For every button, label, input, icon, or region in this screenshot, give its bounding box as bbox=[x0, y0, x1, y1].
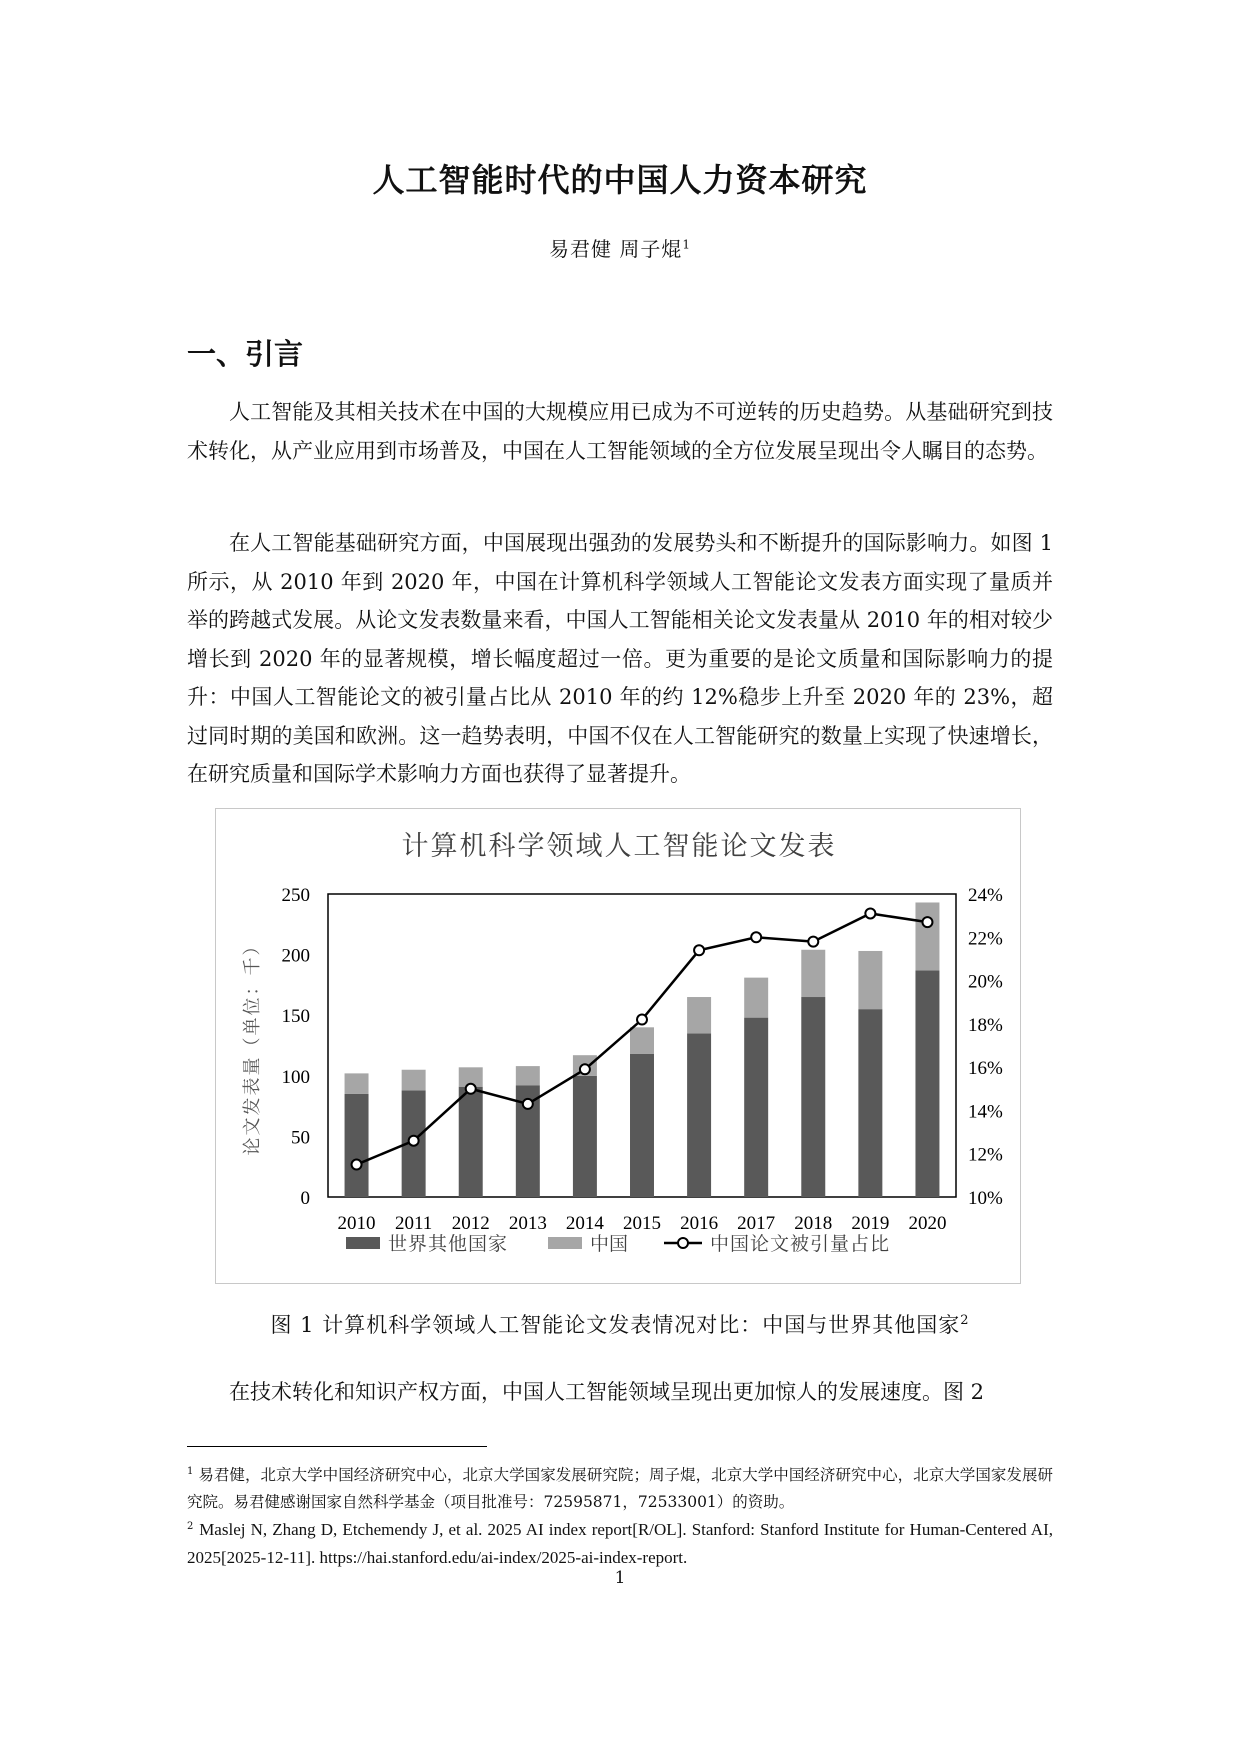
footnote-1 bbox=[187, 1458, 1053, 1516]
y2-tick-label: 16% bbox=[968, 1058, 1003, 1080]
bar-china bbox=[402, 1070, 426, 1091]
y2-tick-label: 18% bbox=[968, 1014, 1003, 1036]
x-tick-label: 2017 bbox=[737, 1213, 776, 1234]
bar-rest-of-world bbox=[687, 1033, 711, 1197]
x-tick-label: 2012 bbox=[451, 1213, 490, 1234]
citation-share-point bbox=[751, 932, 761, 942]
citation-share-point bbox=[808, 937, 818, 947]
citation-share-point bbox=[352, 1160, 362, 1170]
bar-china bbox=[516, 1066, 540, 1085]
bar-china bbox=[687, 997, 711, 1033]
paragraph-2: 在人工智能基础研究方面，中国展现出强劲的发展势头和不断提升的国际影响力。如图 1 所示，从 2010 年到 2020 年，中国在计算机科学领域人工智能论文发表方面实现了量质并举的跨越式发展。从论文发表数量来看，中国人工智能相关论文发表量从 2010 年的相对较少增长到 2020 年的显著规模，增长幅度超过一倍。更为重要的是论文质量和国际影响力的提升：中国人工智能论文的被引量占比从 2010 年的约 12%稳步上升至 2020 年的 23%，超过同时期的美国和欧洲。这一趋势表明，中国不仅在人工智能研究的数量上实现了快速增长，在研究质量和国际学术影响力方面也获得了显著提升。 bbox=[187, 531, 1053, 786]
citation-share-point bbox=[466, 1084, 476, 1094]
y-tick-label: 0 bbox=[300, 1188, 310, 1209]
citation-share-point bbox=[694, 945, 704, 955]
paper-title: 人工智能时代的中国人力资本研究 bbox=[372, 161, 868, 199]
citation-share-point bbox=[637, 1015, 647, 1025]
bar-china bbox=[345, 1073, 369, 1094]
y2-tick-label: 14% bbox=[968, 1101, 1003, 1123]
y-axis-label: 论文发表量（单位：千） bbox=[242, 935, 262, 1156]
footnote-rule bbox=[187, 1446, 487, 1447]
bar-china bbox=[630, 1027, 654, 1054]
chart-title: 计算机科学领域人工智能论文发表 bbox=[401, 831, 837, 861]
legend-label-citation-share: 中国论文被引量占比 bbox=[710, 1234, 891, 1255]
figure-1 bbox=[215, 808, 1021, 1284]
x-tick-label: 2019 bbox=[851, 1213, 890, 1234]
author-footnote-mark: 1 bbox=[682, 237, 691, 252]
x-tick-label: 2013 bbox=[508, 1213, 547, 1234]
x-tick-label: 2015 bbox=[623, 1213, 661, 1234]
y-tick-label: 250 bbox=[281, 885, 310, 906]
y2-tick-label: 10% bbox=[968, 1188, 1003, 1209]
y-tick-label: 100 bbox=[281, 1066, 310, 1088]
y2-tick-label: 22% bbox=[968, 928, 1003, 950]
bar-rest-of-world bbox=[744, 1018, 768, 1197]
page-number: 1 bbox=[614, 1568, 626, 1588]
author-line bbox=[0, 233, 1240, 262]
figure-caption-text: 图 1 计算机科学领域人工智能论文发表情况对比：中国与世界其他国家 bbox=[270, 1313, 961, 1337]
figure-caption bbox=[0, 1309, 1240, 1339]
chart bbox=[216, 809, 1022, 1285]
x-tick-label: 2018 bbox=[794, 1213, 833, 1234]
bar-china bbox=[801, 950, 825, 997]
citation-share-point bbox=[580, 1064, 590, 1074]
y2-tick-label: 12% bbox=[968, 1144, 1003, 1166]
legend-swatch-china bbox=[548, 1237, 582, 1249]
footnote-2-text: Maslej N, Zhang D, Etchemendy J, et al. 2025 AI index report[R/OL]. Stanford: Stanford Institute for Human-Centered AI, 2025[2025-12-11]. https://hai.stanford.edu/ai-index/2025-ai-index-report. bbox=[187, 1520, 1053, 1568]
bar-rest-of-world bbox=[915, 970, 939, 1197]
bar-rest-of-world bbox=[858, 1009, 882, 1197]
paragraph-1: 人工智能及其相关技术在中国的大规模应用已成为不可逆转的历史趋势。从基础研究到技术转化，从产业应用到市场普及，中国在人工智能领域的全方位发展呈现出令人瞩目的态势。 bbox=[187, 400, 1053, 463]
section-heading: 一、引言 bbox=[187, 337, 304, 371]
x-tick-label: 2010 bbox=[337, 1213, 376, 1234]
footnote-1-text: 易君健，北京大学中国经济研究中心，北京大学国家发展研究院；周子焜，北京大学中国经济研究中心，北京大学国家发展研究院。易君健感谢国家自然科学基金（项目批准号：72595871，72533001）的资助。 bbox=[187, 1466, 1053, 1512]
bar-rest-of-world bbox=[630, 1054, 654, 1197]
y-tick-label: 150 bbox=[281, 1006, 310, 1028]
legend-label-china: 中国 bbox=[590, 1234, 629, 1255]
caption-footnote-mark: 2 bbox=[960, 1313, 970, 1328]
authors: 易君健 周子焜 bbox=[549, 237, 683, 261]
legend-swatch-marker bbox=[678, 1238, 688, 1248]
bar-china bbox=[744, 978, 768, 1018]
citation-share-point bbox=[865, 908, 875, 918]
bar-rest-of-world bbox=[801, 997, 825, 1197]
y2-tick-label: 24% bbox=[968, 885, 1003, 906]
bar-china bbox=[915, 902, 939, 970]
citation-share-point bbox=[409, 1136, 419, 1146]
bar-rest-of-world bbox=[459, 1087, 483, 1197]
footnote-1-mark: 1 bbox=[187, 1466, 194, 1477]
x-tick-label: 2011 bbox=[394, 1213, 433, 1234]
y2-tick-label: 20% bbox=[968, 971, 1003, 993]
x-tick-label: 2020 bbox=[908, 1213, 947, 1234]
bar-rest-of-world bbox=[345, 1094, 369, 1197]
footnote-2 bbox=[187, 1513, 1053, 1572]
y-tick-label: 50 bbox=[291, 1127, 310, 1149]
bar-rest-of-world bbox=[573, 1076, 597, 1197]
bar-china bbox=[858, 951, 882, 1009]
footnote-2-mark: 2 bbox=[187, 1521, 194, 1532]
citation-share-point bbox=[523, 1099, 533, 1109]
x-tick-label: 2016 bbox=[680, 1213, 719, 1234]
citation-share-point bbox=[922, 917, 932, 927]
legend-swatch-rest-of-world bbox=[346, 1237, 380, 1249]
y-tick-label: 200 bbox=[281, 945, 310, 967]
legend-label-rest-of-world: 世界其他国家 bbox=[388, 1234, 509, 1255]
x-tick-label: 2014 bbox=[565, 1213, 604, 1234]
paragraph-3: 在技术转化和知识产权方面，中国人工智能领域呈现出更加惊人的发展速度。图 2 bbox=[229, 1380, 985, 1404]
